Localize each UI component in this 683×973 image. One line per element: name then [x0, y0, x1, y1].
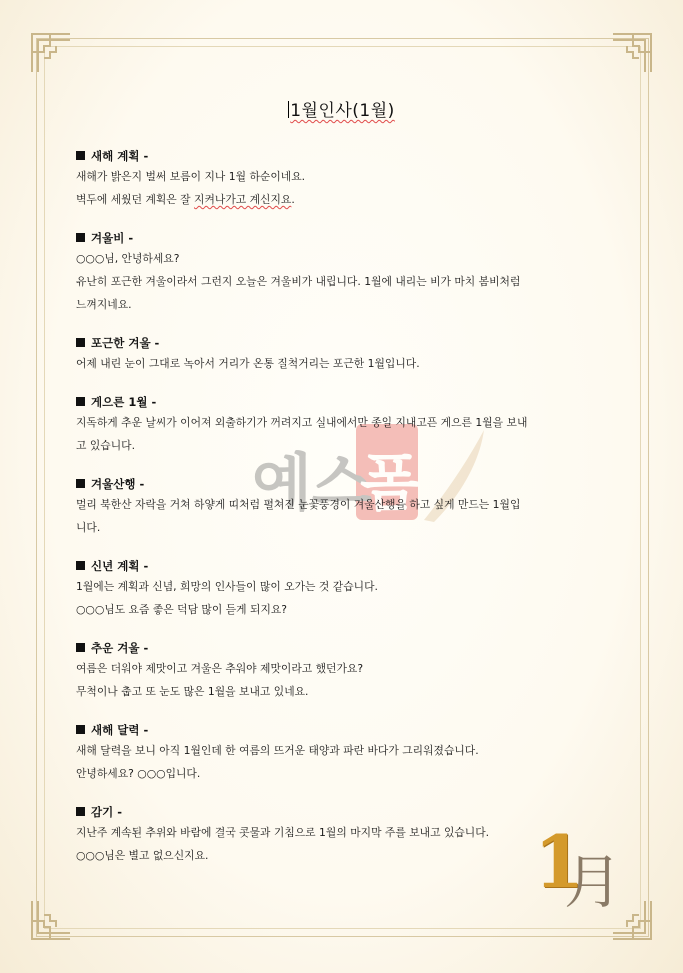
section-heading: 추운 겨울 -	[76, 639, 616, 657]
square-bullet-icon	[76, 397, 85, 406]
section-lazy-january	[76, 393, 616, 457]
svg-text:예스: 예스	[252, 446, 372, 519]
text-line[interactable]: 여름은 더워야 제맛이고 겨울은 추워야 제맛이라고 했던가요?	[76, 662, 364, 675]
corner-ornament-icon	[30, 899, 72, 941]
square-bullet-icon	[76, 151, 85, 160]
text-line[interactable]: 안녕하세요? ○○○입니다.	[76, 767, 201, 780]
section-heading: 새해 계획 -	[76, 147, 616, 165]
section-cold-winter	[76, 639, 616, 703]
section-heading: 감기 -	[76, 803, 616, 821]
text-line[interactable]: 고 있습니다.	[76, 439, 136, 452]
spellcheck-text: 지켜나가고 계신지요	[194, 193, 292, 206]
document-title[interactable]: 1월인사(1월)	[290, 101, 395, 121]
section-heading: 새해 달력 -	[76, 721, 616, 739]
section-mild-winter	[76, 334, 616, 375]
square-bullet-icon	[76, 338, 85, 347]
text-line[interactable]: 유난히 포근한 겨울이라서 그런지 오늘은 겨울비가 내립니다. 1월에 내리는 비가 마치 봄비처럼	[76, 275, 521, 288]
section-heading: 겨울산행 -	[76, 475, 616, 493]
section-winter-rain	[76, 229, 616, 316]
document-title-wrap[interactable]	[0, 96, 683, 121]
corner-ornament-icon	[30, 32, 72, 74]
text-line[interactable]: 느껴지네요.	[76, 298, 132, 311]
text-line[interactable]: 지독하게 추운 날씨가 이어져 외출하기가 꺼려지고 실내에서만 종일 지내고픈 게으른 1월을 보내	[76, 416, 528, 429]
section-new-year-calendar	[76, 721, 616, 785]
section-winter-hiking	[76, 475, 616, 539]
text-line[interactable]: 새해 달력을 보니 아직 1월인데 한 여름의 뜨거운 태양과 파란 바다가 그리워졌습니다.	[76, 744, 479, 757]
text-line[interactable]: 무척이나 춥고 또 눈도 많은 1월을 보내고 있네요.	[76, 685, 309, 698]
square-bullet-icon	[76, 725, 85, 734]
section-new-year-plan	[76, 147, 616, 211]
text-line[interactable]: ○○○님, 안녕하세요?	[76, 252, 180, 265]
svg-text:폼: 폼	[360, 446, 420, 519]
text-line[interactable]: 새해가 밝은지 벌써 보름이 지나 1월 하순이네요.	[76, 170, 306, 183]
document-body	[76, 147, 616, 885]
section-heading: 겨울비 -	[76, 229, 616, 247]
text-line[interactable]: 니다.	[76, 521, 101, 534]
corner-ornament-icon	[611, 32, 653, 74]
month-badge	[534, 819, 624, 926]
text-line[interactable]: ○○○님은 별고 없으신지요.	[76, 849, 209, 862]
text-line[interactable]: ○○○님도 요즘 좋은 덕담 많이 듣게 되지요?	[76, 603, 288, 616]
section-heading: 신년 계획 -	[76, 557, 616, 575]
section-heading: 포근한 겨울 -	[76, 334, 616, 352]
section-new-year-resolution	[76, 557, 616, 621]
square-bullet-icon	[76, 807, 85, 816]
text-line[interactable]: 지난주 계속된 추위와 바람에 결국 콧물과 기침으로 1월의 마지막 주를 보내고 있습니다.	[76, 826, 490, 839]
month-number: 1	[534, 819, 585, 904]
square-bullet-icon	[76, 561, 85, 570]
text-line[interactable]: 어제 내린 눈이 그대로 녹아서 거리가 온통 질척거리는 포근한 1월입니다.	[76, 357, 420, 370]
section-heading: 게으른 1월 -	[76, 393, 616, 411]
square-bullet-icon	[76, 643, 85, 652]
text-line[interactable]: 1월에는 계획과 신념, 희망의 인사들이 많이 오가는 것 같습니다.	[76, 580, 378, 593]
text-line[interactable]: 벽두에 세웠던 계획은 잘 지켜나가고 계신지요.	[76, 193, 295, 206]
text-line[interactable]: 멀리 북한산 자락을 거쳐 하얗게 띠처럼 펼쳐진 눈꽃풍경이 겨울산행을 하고 싶게 만드는 1월입	[76, 498, 521, 511]
square-bullet-icon	[76, 233, 85, 242]
month-character: 月	[564, 848, 623, 916]
square-bullet-icon	[76, 479, 85, 488]
